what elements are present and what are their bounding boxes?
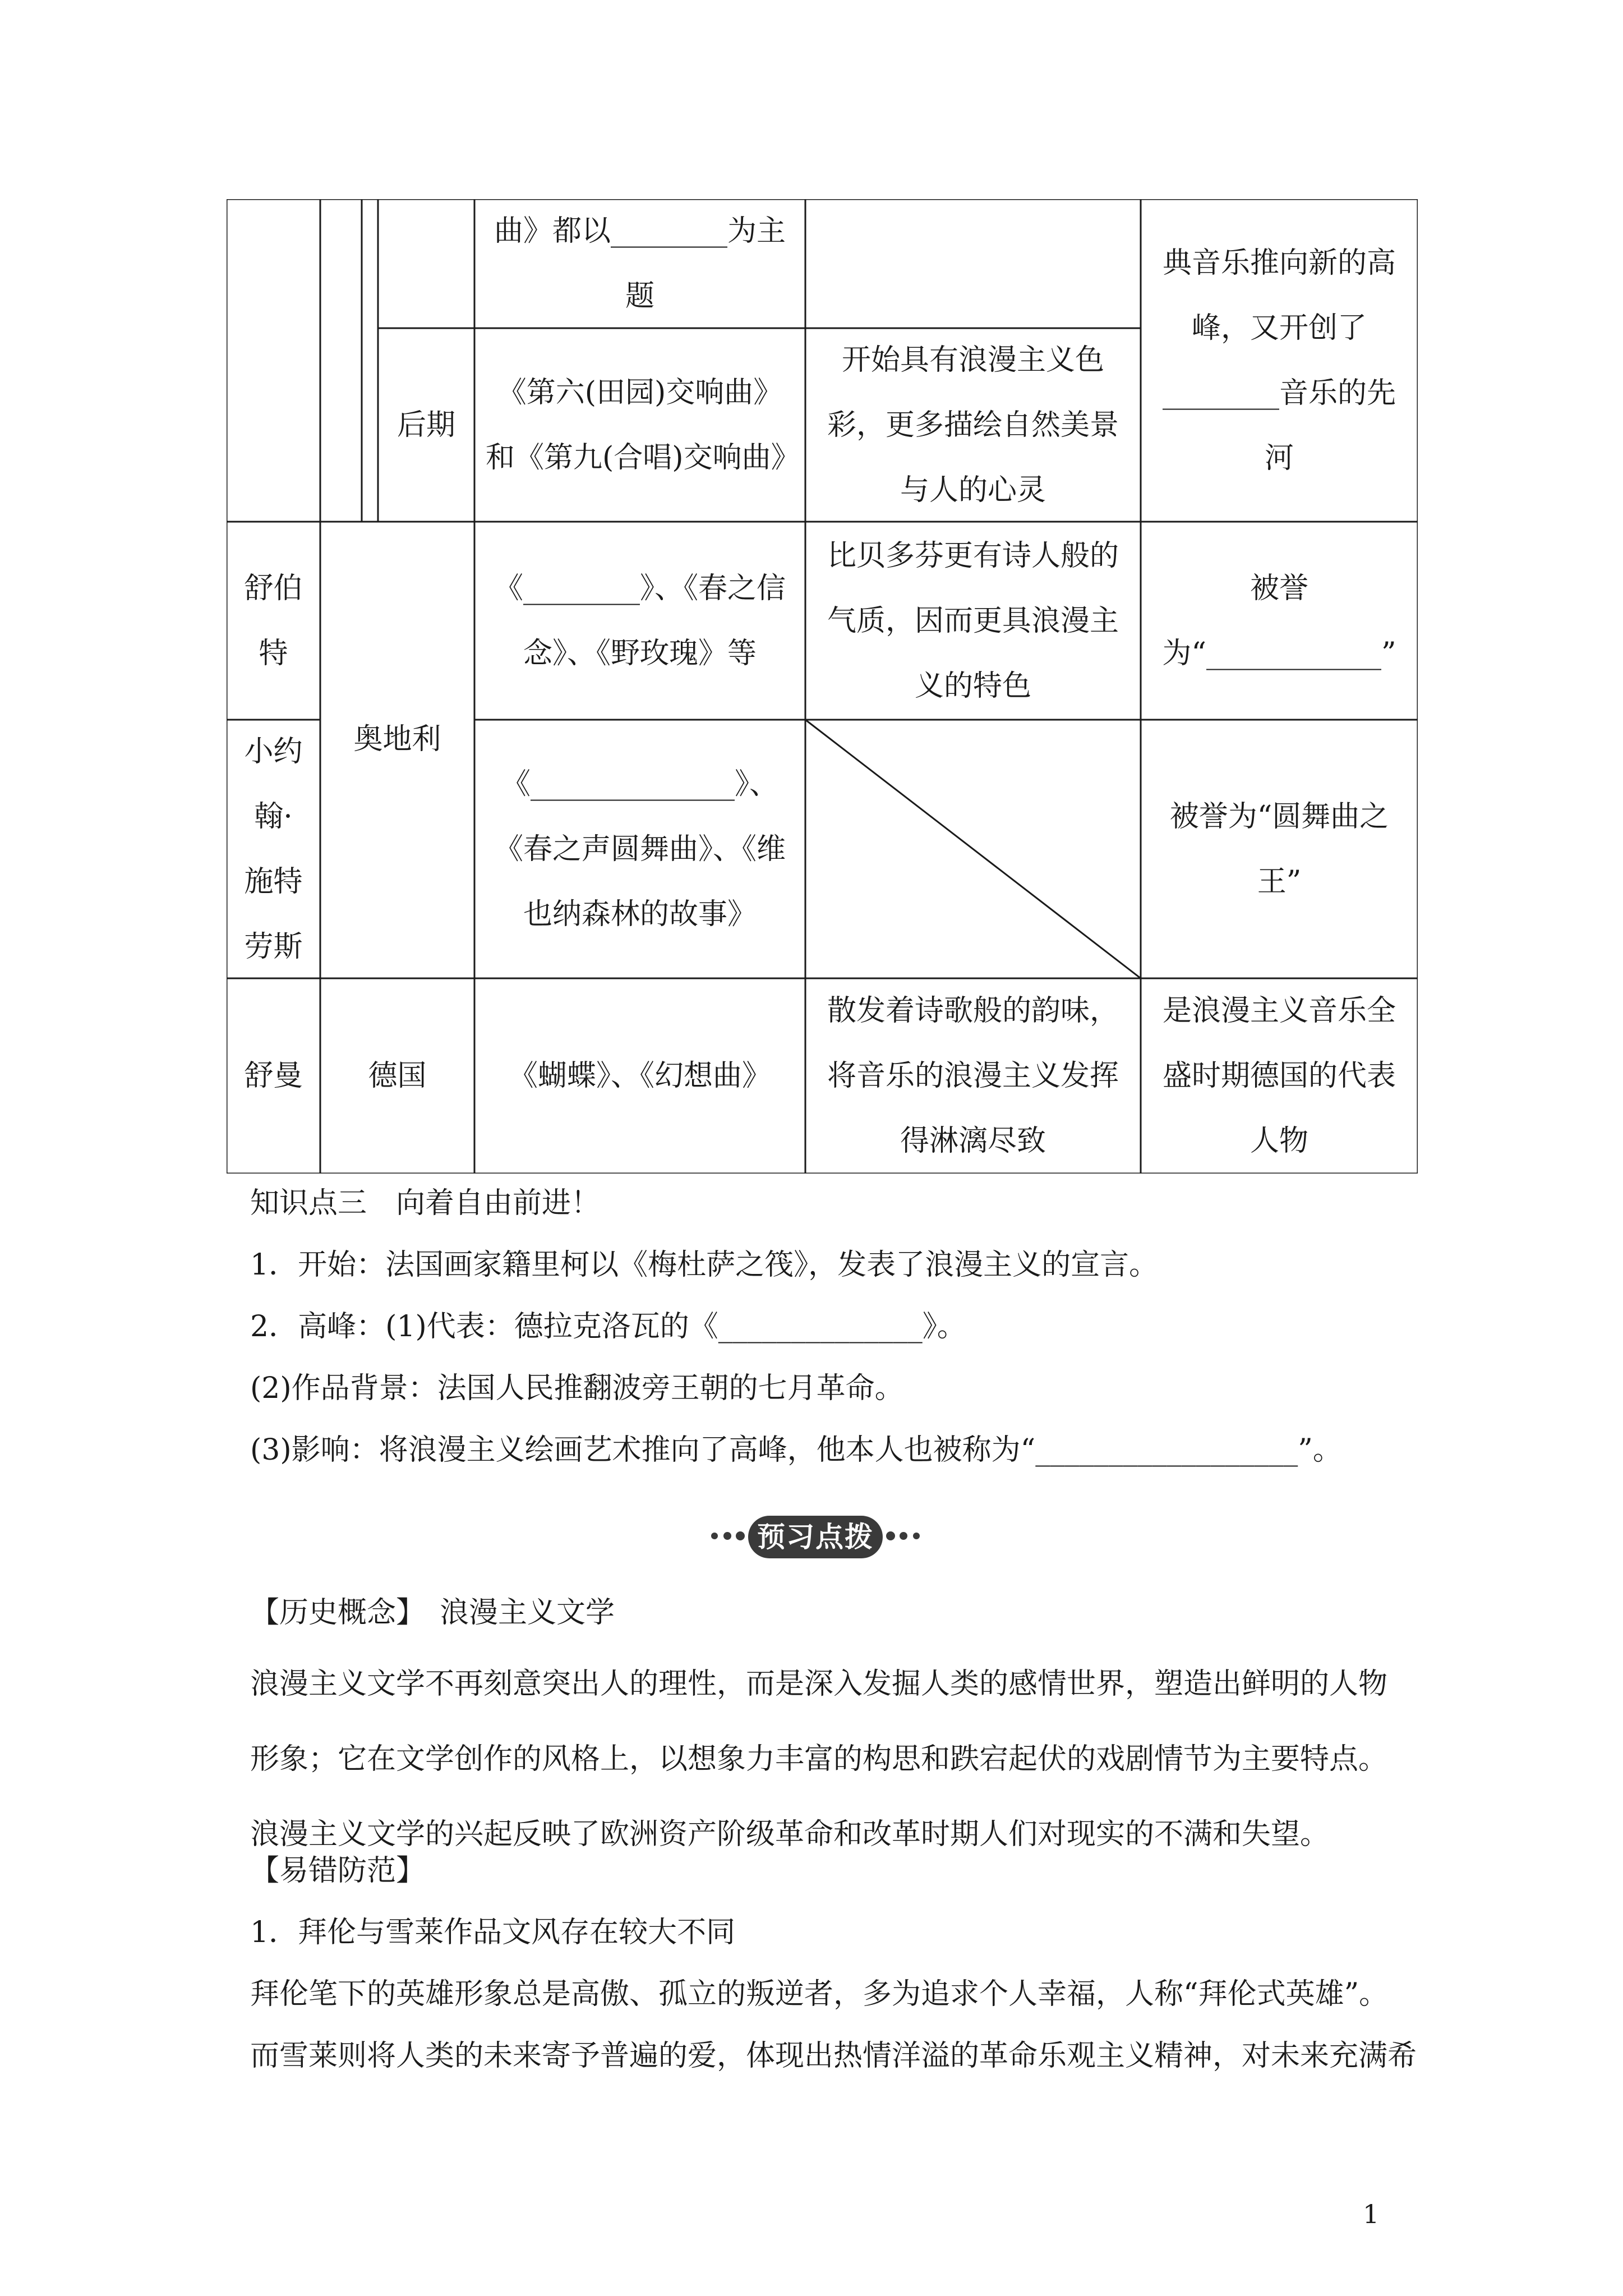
beethoven-late-works-cell <box>474 328 805 522</box>
strauss-influence-cell <box>1141 720 1418 978</box>
schumann-feature: 散发着诗歌般的韵味，将音乐的浪漫主义发挥得淋漓尽致 <box>827 994 1119 1158</box>
schubert-feature: 比贝多芬更有诗人般的气质，因而更具浪漫主义的特色 <box>827 539 1119 703</box>
kp3-line-2: 2．高峰：(1)代表：德拉克洛瓦的《______________》。 <box>250 1310 966 1343</box>
strauss-works: 《______________》、《春之声圆舞曲》、《维也纳森林的故事》 <box>494 767 786 931</box>
decor-dot <box>723 1532 731 1540</box>
austria-cell <box>320 522 474 978</box>
kp3-line-3: (2)作品背景：法国人民推翻波旁王朝的七月革命。 <box>250 1372 904 1405</box>
caution-item1-line2: 而雪莱则将人类的未来寄予普遍的爱，体现出热情洋溢的革命乐观主义精神，对未来充满希 <box>250 2039 1417 2073</box>
decor-dot <box>913 1533 920 1539</box>
strauss-works-cell <box>474 720 805 978</box>
germany-country: 德国 <box>368 1059 427 1093</box>
caution-item1-title: 1．拜伦与雪莱作品文风存在较大不同 <box>250 1916 736 1949</box>
beethoven-late-feature: 开始具有浪漫主义色彩，更多描绘自然美景与人的心灵 <box>827 343 1119 507</box>
preview-tips-banner <box>703 1515 928 1559</box>
decor-dot <box>886 1531 895 1540</box>
schumann-name: 舒曼 <box>244 1059 303 1093</box>
beethoven-influence-cell <box>1141 199 1418 522</box>
kp3-heading: 知识点三 向着自由前进！ <box>250 1186 601 1220</box>
composer-table <box>227 199 1418 1174</box>
page-number: 1 <box>1363 2199 1380 2229</box>
beethoven-late-feature-cell <box>805 328 1141 522</box>
strauss-name: 小约翰·施特劳斯 <box>244 734 303 964</box>
caution-heading: 【易错防范】 <box>250 1854 426 1888</box>
period-late: 后期 <box>396 408 455 442</box>
schumann-influence: 是浪漫主义音乐全盛时期德国的代表人物 <box>1162 994 1396 1158</box>
strauss-name-cell <box>227 720 320 978</box>
strauss-influence: 被誉为“圆舞曲之王” <box>1169 799 1389 899</box>
schumann-works: 《蝴蝶》、《幻想曲》 <box>508 1059 771 1093</box>
schubert-works-cell <box>474 522 805 720</box>
beethoven-influence: 典音乐推向新的高峰，又开创了________音乐的先河 <box>1162 246 1396 475</box>
schumann-feature-cell <box>805 978 1141 1174</box>
caution-item1-line1: 拜伦笔下的英雄形象总是高傲、孤立的叛逆者，多为追求个人幸福，人称“拜伦式英雄”。 <box>250 1977 1389 2011</box>
preview-tips-badge: 预习点拨 <box>748 1516 883 1558</box>
schubert-works: 《________》、《春之信念》、《野玫瑰》等 <box>494 571 786 670</box>
decor-dot <box>711 1533 718 1539</box>
concept-heading: 【历史概念】 浪漫主义文学 <box>250 1596 615 1630</box>
austria-country: 奥地利 <box>353 723 441 756</box>
schubert-name: 舒伯特 <box>244 571 303 670</box>
beethoven-early-works-cell <box>474 199 805 328</box>
schubert-name-cell <box>227 522 320 720</box>
schumann-influence-cell <box>1141 978 1418 1174</box>
period-cell <box>378 328 474 522</box>
decor-dot <box>736 1531 745 1540</box>
schumann-name-cell <box>227 978 320 1174</box>
schubert-influence-cell <box>1141 522 1418 720</box>
kp3-line-4: (3)影响：将浪漫主义绘画艺术推向了高峰，他本人也被称为“__________________”。 <box>250 1433 1342 1467</box>
schubert-influence: 被誉为“____________” <box>1162 571 1396 670</box>
kp3-line-1: 1．开始：法国画家籍里柯以《梅杜萨之筏》，发表了浪漫主义的宣言。 <box>250 1248 1159 1282</box>
schubert-feature-cell <box>805 522 1141 720</box>
schumann-works-cell <box>474 978 805 1174</box>
beethoven-late-works: 《第六(田园)交响曲》和《第九(合唱)交响曲》 <box>486 375 800 475</box>
concept-body: 浪漫主义文学不再刻意突出人的理性，而是深入发掘人类的感情世界，塑造出鲜明的人物形象；它在文学创作的风格上，以想象力丰富的构思和跌宕起伏的戏剧情节为主要特点。浪漫主义文学的兴起反映了欧洲资产阶级革命和改革时期人们对现实的不满和失望。 <box>250 1667 1388 1851</box>
decor-dot <box>900 1532 907 1540</box>
germany-cell <box>320 978 474 1174</box>
beethoven-early-works: 曲》都以________为主题 <box>494 214 786 313</box>
